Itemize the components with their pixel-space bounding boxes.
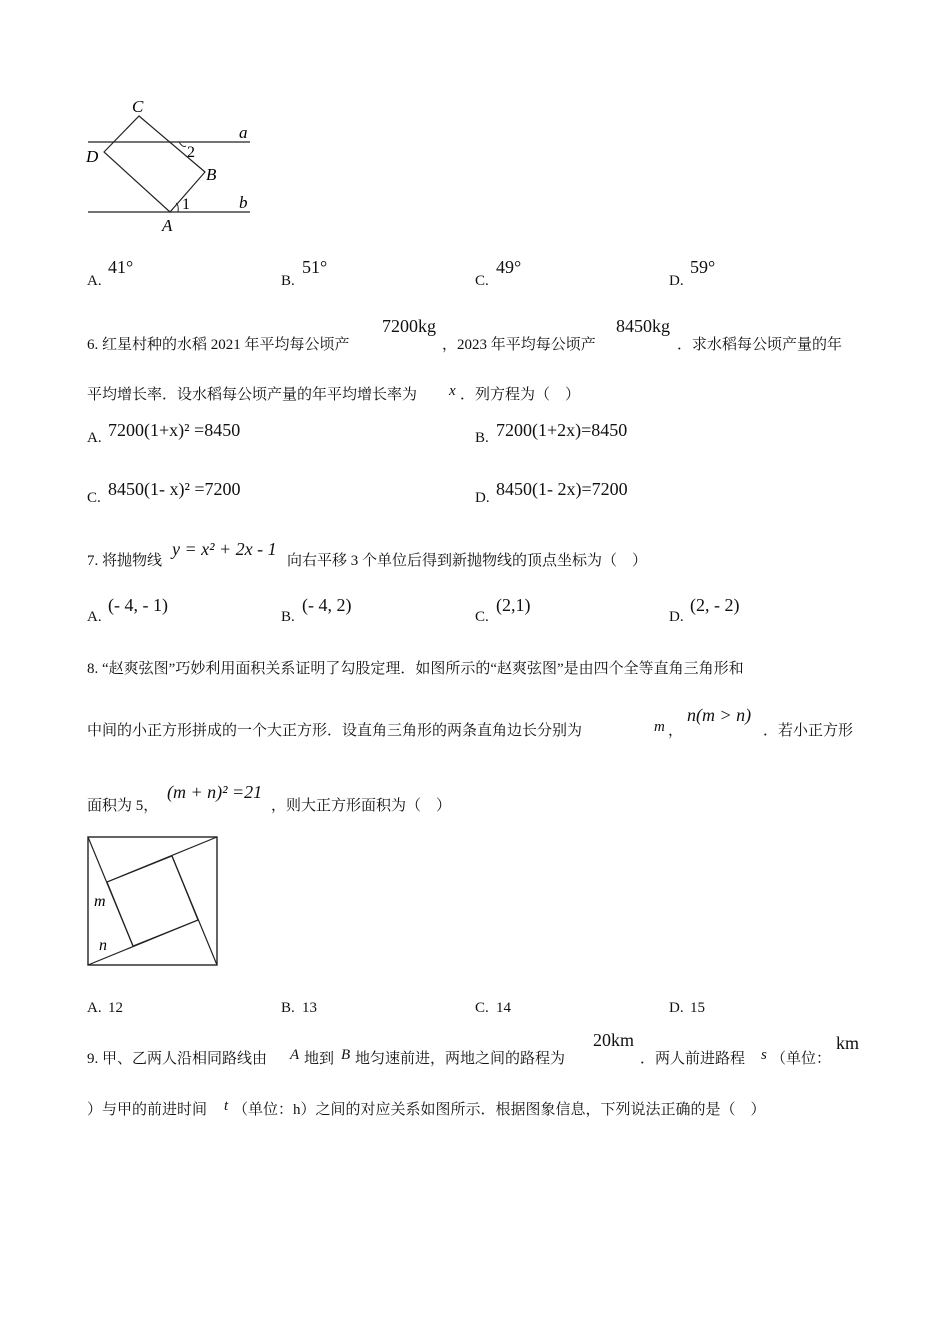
label-C: C <box>132 97 144 116</box>
q7-option-c-value: (2,1) <box>496 595 531 615</box>
q6-option-c-expr: 8450(1- x)² =7200 <box>108 479 241 499</box>
zhao-shuang-figure <box>80 830 225 975</box>
q8-comma: ， <box>668 723 684 739</box>
label-a: a <box>239 123 248 142</box>
q9-line2-part2: （单位：h）之间的对应关系如图所示．根据图象信息，下列说法正确的是（ ） <box>233 1102 766 1118</box>
q5-option-c-letter[interactable]: C. <box>475 273 489 289</box>
q6-option-a-letter[interactable]: A. <box>87 430 102 446</box>
q6-text-part3: ．求水稻每公顷产量的年 <box>677 337 843 353</box>
q7-option-b-letter[interactable]: B. <box>281 609 295 625</box>
label-n: n <box>99 937 107 954</box>
label-B: B <box>206 165 217 184</box>
q9-point-A: A <box>290 1047 300 1063</box>
parallel-lines-figure <box>80 92 260 242</box>
label-D: D <box>86 147 99 166</box>
q5-option-b-value: 51° <box>302 257 328 277</box>
q8-variable-m: m <box>654 719 665 735</box>
q5-option-b-letter[interactable]: B. <box>281 273 295 289</box>
angle-2-arc <box>179 142 186 147</box>
label-2: 2 <box>187 144 195 161</box>
q6-option-c-letter[interactable]: C. <box>87 490 101 506</box>
q9-variable-s: s <box>761 1047 767 1063</box>
q8-line3-part2: ，则大正方形面积为（ ） <box>271 798 452 814</box>
q6-line2-part1: 平均增长率．设水稻每公顷产量的年平均增长率为 <box>87 387 418 403</box>
q5-option-a-value: 41° <box>108 257 134 277</box>
q7-text-part1: 7. 将抛物线 <box>87 553 163 569</box>
q6-text-part2: ，2023 年平均每公顷产 <box>442 337 596 353</box>
q6-value-2021: 7200kg <box>382 316 436 336</box>
q8-option-d-value: 15 <box>690 1000 705 1016</box>
q9-text-part5: （单位： <box>771 1051 832 1067</box>
q6-option-d-expr: 8450(1- 2x)=7200 <box>496 479 628 499</box>
q8-option-c-letter[interactable]: C. <box>475 1000 489 1016</box>
q6-option-d-letter[interactable]: D. <box>475 490 490 506</box>
q9-text-part4: ．两人前进路程 <box>640 1051 746 1067</box>
q8-line1: 8. “赵爽弦图”巧妙利用面积关系证明了勾股定理．如图所示的“赵爽弦图”是由四个全等直角三角形和 <box>87 661 744 677</box>
q7-option-a-letter[interactable]: A. <box>87 609 102 625</box>
q5-option-a-letter[interactable]: A. <box>87 273 102 289</box>
q5-option-c-value: 49° <box>496 257 522 277</box>
q6-option-b-letter[interactable]: B. <box>475 430 489 446</box>
q8-option-a-value: 12 <box>108 1000 123 1016</box>
q9-text-part3: 地匀速前进，两地之间的路程为 <box>355 1051 566 1067</box>
label-b: b <box>239 193 248 212</box>
q6-line2-part2: ．列方程为（ ） <box>460 387 581 403</box>
q7-option-d-letter[interactable]: D. <box>669 609 684 625</box>
q9-text-part2: 地到 <box>304 1051 335 1067</box>
q6-variable-x: x <box>449 383 456 399</box>
q8-option-d-letter[interactable]: D. <box>669 1000 684 1016</box>
q9-variable-t: t <box>224 1098 229 1114</box>
q8-expr-n: n(m > n) <box>687 705 752 725</box>
q6-option-b-expr: 7200(1+2x)=8450 <box>496 420 628 440</box>
q7-option-c-letter[interactable]: C. <box>475 609 489 625</box>
small-square <box>107 856 198 946</box>
q9-unit-km: km <box>836 1033 860 1053</box>
big-square <box>88 837 217 965</box>
label-1: 1 <box>182 196 190 213</box>
q7-option-a-value: (- 4, - 1) <box>108 595 168 615</box>
label-A: A <box>162 216 173 235</box>
q8-line2-part1: 中间的小正方形拼成的一个大正方形．设直角三角形的两条直角边长分别为 <box>87 723 583 739</box>
q8-option-b-letter[interactable]: B. <box>281 1000 295 1016</box>
q8-option-c-value: 14 <box>496 1000 511 1016</box>
q9-distance: 20km <box>593 1030 635 1050</box>
q5-option-d-value: 59° <box>690 257 716 277</box>
q5-option-d-letter[interactable]: D. <box>669 273 684 289</box>
q8-line3-part1: 面积为 5， <box>87 798 159 814</box>
q7-text-part2: 向右平移 3 个单位后得到新抛物线的顶点坐标为（ ） <box>287 553 648 569</box>
q8-option-b-value: 13 <box>302 1000 317 1016</box>
q7-option-b-value: (- 4, 2) <box>302 595 352 615</box>
q6-text-part1: 6. 红星村种的水稻 2021 年平均每公顷产 <box>87 337 350 353</box>
q8-line2-part2: ．若小正方形 <box>763 723 854 739</box>
q9-text-part1: 9. 甲、乙两人沿相同路线由 <box>87 1051 268 1067</box>
q8-option-a-letter[interactable]: A. <box>87 1000 102 1016</box>
label-m: m <box>94 893 106 910</box>
q8-expr-square: (m + n)² =21 <box>167 782 263 802</box>
q7-option-d-value: (2, - 2) <box>690 595 740 615</box>
q9-point-B: B <box>341 1047 351 1063</box>
q9-line2-part1: ）与甲的前进时间 <box>87 1102 208 1118</box>
q7-parabola-expr: y = x² + 2x - 1 <box>172 539 277 559</box>
q6-option-a-expr: 7200(1+x)² =8450 <box>108 420 241 440</box>
q6-value-2023: 8450kg <box>616 316 670 336</box>
